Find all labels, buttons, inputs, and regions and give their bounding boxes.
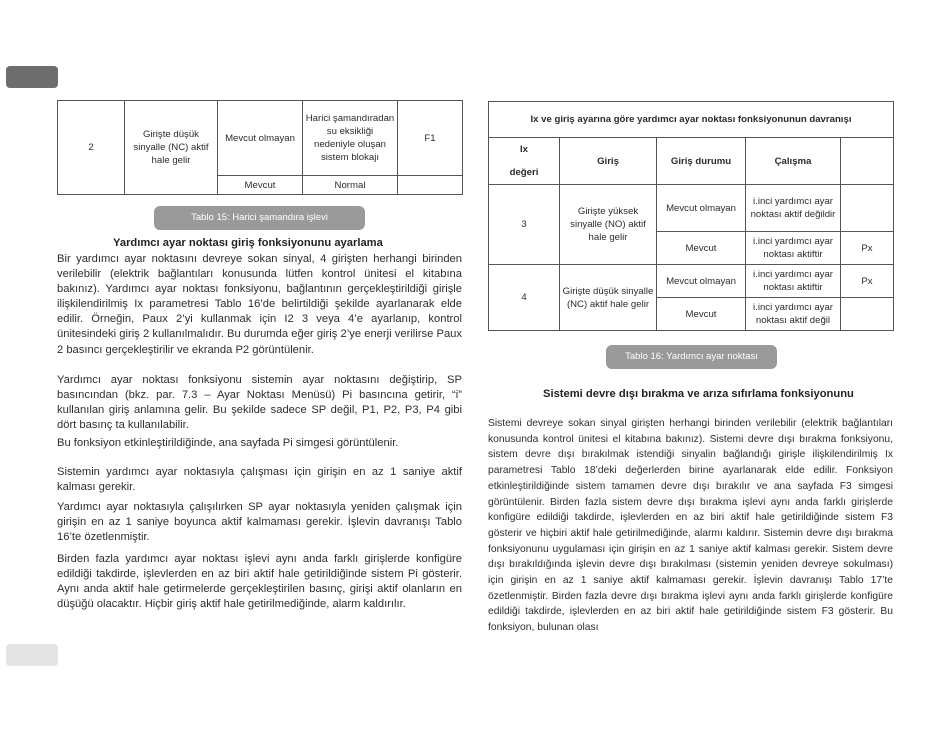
state-absent-cell: Mevcut olmayan [218,101,303,176]
row4-ix: 4 [489,265,560,331]
right-paragraph: Sistemi devreye sokan sinyal girişten herhangi birinden verilebilir (elektrik bağlantıları konusunda kontrol ünitesi el kitabına bakınız). Sistemi devre dışı bırakma fonksiyonu, sistem devre dışı bırakılmak istendiği sinyalin bağlandığı girişle ilişkilendirilmiş Ix parametresi Tablo 18’deki değerlerden birine ayarlanarak elde edilir. Fonksiyon etkinleştirildiğinde sistem tamamen devre dışı bırakılır ve ana sayfada F3 simgesi görüntülenir. Birden fazla sistem devre dışı bırakma işlevi aynı anda farklı girişlerde konfigüre edildiği takdirde, işlevlerden en az biri aktif hale getirildiğinde sistem F3 gösterir ve hiçbiri aktif hale getirilmediğinde, alarmı kaldırır. Sistemin devre dışı bırakma fonksiyonunu uygulaması için girişin en az 1 saniye aktif kalması gerekir. Sistem devre dışı bırakıldığında işlevin devre dışı bırakılması (sistemin yeniden devreye sokulması) için girişin en az 1 saniye aktif kalmaması gerekir. İşlevin davranışı Tablo 17’te özetlenmiştir. Birden fazla devre dışı bırakma işlevi aynı anda farklı girişlerde konfigüre edildiği takdirde, işlevlerden en az biri aktif hale getirildiğinde sistem F3 gösterir. Bu fonksiyon, bulunan olası [488,418,893,634]
row3-state-b: Mevcut [657,232,746,265]
left-paragraph-2: Yardımcı ayar noktası fonksiyonu sistemin ayar noktasını değiştirip, SP basıncından (bkz. par. 7.3 – Ayar Noktası Menüsü) Pi basıncına getirir, “i” kullanılan giriş anlamına gelir. Bu şekilde sadece SP değil, P1, P2, P3, P4 gibi dört basınç ta kullanılabilir. [57,374,462,432]
left-paragraph-1: Bir yardımcı ayar noktasını devreye sokan sinyal, 4 girişten herhangi birinden verilebilir (elektrik bağlantıları konusunda lütfen kontrol ünitesi el kitabına bakınız). Yardımcı ayar noktası fonksiyonu, bağlantının gerçekleştirildiği girişle ilişkilendirilmiş Ix parametresi Tablo 16’de belirtildiği şekilde ayarlanarak elde edilir. Örneğin, Paux 2’yi kullanmak için I2 3 veya 4’e ayarlanıp, kontrol ünitesindeki giriş 2 kullanılmalıdır. Bu durumda eğer giriş 2’ye enerji verilirse Paux 2 basıncı gerçekleştirilir ve ekranda P2 görüntülenir. [57,253,462,356]
col-ix-line2: değeri [509,167,539,178]
row3-state-a: Mevcut olmayan [657,185,746,232]
right-section-heading: Sistemi devre dışı bırakma ve arıza sıfırlama fonksiyonunu [543,388,854,400]
float-switch-table [57,100,463,195]
page-tab-light [6,644,58,666]
left-section-heading: Yardımcı ayar noktası giriş fonksiyonunu ayarlama [113,237,383,249]
row4-op-a: i.inci yardımcı ayar noktası aktiftir [746,265,841,298]
row4-op-b: i.inci yardımcı ayar noktası aktif değil [746,298,841,331]
row-number-cell: 2 [58,101,125,195]
row3-code-a [841,185,894,232]
code-absent-cell: F1 [398,101,463,176]
col-operation-header: Çalışma [746,138,841,185]
result-present-cell: Normal [303,176,398,195]
table16-title: Ix ve giriş ayarına göre yardımcı ayar noktası fonksiyonunun davranışı [489,102,894,138]
input-cell: Girişte düşük sinyalle (NC) aktif hale gelir [125,101,218,195]
row3-op-a: i.inci yardımcı ayar noktası aktif değildir [746,185,841,232]
col-input-header: Giriş [560,138,657,185]
left-paragraph-4: Sistemin yardımcı ayar noktasıyla çalışması için girişin en az 1 saniye aktif kalması gerekir. [57,466,462,494]
aux-setpoint-table [488,101,894,331]
page-tab-dark [6,66,58,88]
table16-caption: Tablo 16: Yardımcı ayar noktası [606,345,777,369]
state-present-cell: Mevcut [218,176,303,195]
row3-input: Girişte yüksek sinyalle (NO) aktif hale gelir [560,185,657,265]
code-present-cell [398,176,463,195]
row4-code-a: Px [841,265,894,298]
row3-op-b: i.inci yardımcı ayar noktası aktiftir [746,232,841,265]
row3-code-b: Px [841,232,894,265]
left-paragraph-3: Bu fonksiyon etkinleştirildiğinde, ana sayfada Pi simgesi görüntülenir. [57,437,399,449]
left-paragraph-6: Birden fazla yardımcı ayar noktası işlevi aynı anda farklı girişlerde konfigüre edildiği takdirde, işlevlerden en az biri aktif hale getirildiğinde sistem Pi gösterir. Aynı anda aktif hale getirmelerde gerçekleştirilen basınç, girişi aktif olanların en düşüğü olacaktır. Hiçbir giriş aktif hale getirilmediğinde, alarm kaldırılır. [57,553,462,611]
col-state-header: Giriş durumu [657,138,746,185]
row4-code-b [841,298,894,331]
col-ix-line1: Ix [519,144,528,155]
col-code-header [841,138,894,185]
left-paragraph-5: Yardımcı ayar noktasıyla çalışılırken SP ayar noktasıyla yeniden çalışmak için girişin en az 1 saniye boyunca aktif kalmaması gerekir. İşlevin davranışı Tablo 16’te özetlenmiştir. [57,501,462,544]
row3-ix: 3 [489,185,560,265]
table15-caption: Tablo 15: Harici şamandıra işlevi [154,206,365,230]
row4-state-b: Mevcut [657,298,746,331]
col-ix-header [489,138,560,185]
row4-state-a: Mevcut olmayan [657,265,746,298]
row4-input: Girişte düşük sinyalle (NC) aktif hale gelir [560,265,657,331]
result-absent-cell: Harici şamandıradan su eksikliği nedeniyle oluşan sistem blokajı [303,101,398,176]
